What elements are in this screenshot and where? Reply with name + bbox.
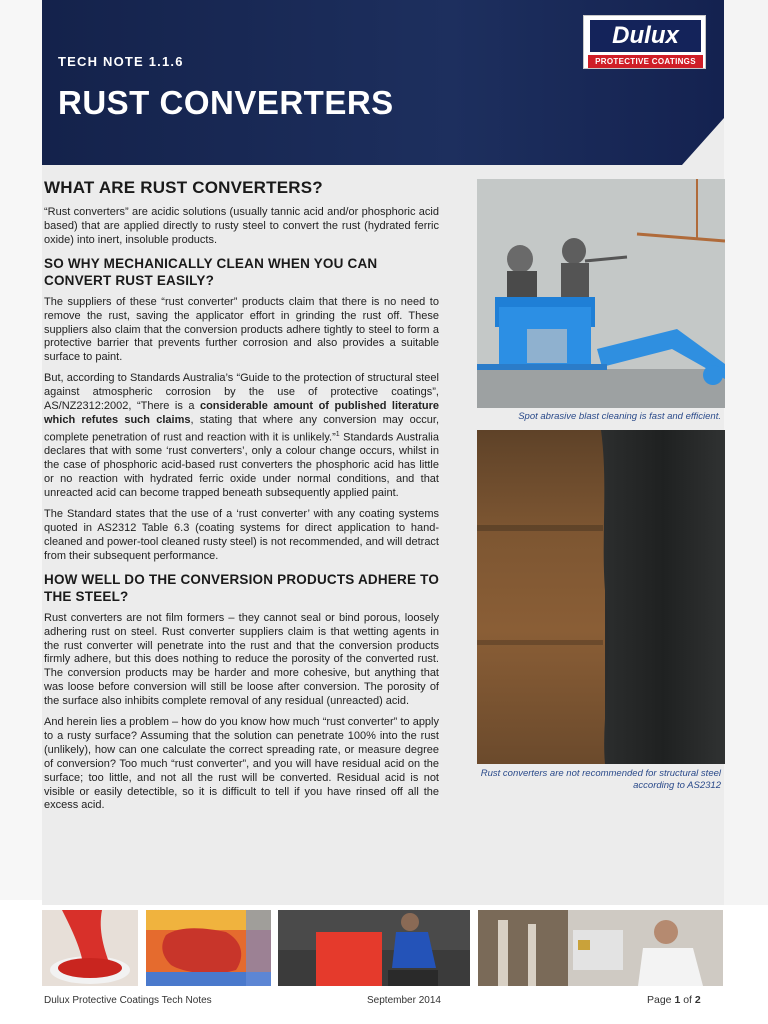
strip-image-australia-map: [146, 910, 271, 986]
paragraph-standard-states: The Standard states that the use of a ‘rust converter’ with any coating systems quoted in AS2312 Table 6.3 (coating systems for direct application to hand-cleaned and power-tool cleaned rusty steel) is not recommended, and will detract from their subsequent performance.: [44, 508, 439, 562]
footnote-marker: 1: [335, 430, 340, 438]
paragraph-standards-australia: [44, 372, 439, 501]
left-margin: [0, 0, 42, 900]
paragraph-herein-lies-problem: And herein lies a problem – how do you know how much “rust converter” to apply to a rusty surface? Assuming that the solution can penetrate 100% into the rust (unlikely), how can one calculate the correct spreading rate, or measure degree of conversion? Too much “rust converter”, and you will have residual acid on the surface; too little, and not all the rust will be converted. Residual acid is not visible or easily detectible, so it is difficult to tell if you have rinsed off all the excess acid.: [44, 716, 439, 812]
paragraph-intro: “Rust converters” are acidic solutions (usually tannic acid and/or phosphoric acid based) that are applied directly to rusty steel to convert the rust (hydrated ferric oxide) into inert, insoluble products.: [44, 206, 439, 246]
heading-why-mechanically-clean: SO WHY MECHANICALLY CLEAN WHEN YOU CAN CONVERT RUST EASILY?: [44, 255, 378, 288]
photo-rusted-steel: [477, 430, 725, 764]
logo-subtitle: PROTECTIVE COATINGS: [588, 55, 703, 68]
page-current: 1: [674, 994, 681, 1006]
footer-date: September 2014: [367, 995, 441, 1006]
blast-cleaning-illustration: [477, 179, 725, 408]
paragraph-supplier-claims: The suppliers of these “rust converter” products claim that there is no need to remove the rust, saving the applicator effort in grinding the rust off. These suppliers also claim that the conversion products adhere tightly to steel to form a protective barrier that prevents further corrosion and also provides a suitable surface to paint.: [44, 295, 439, 364]
footer-publication: Dulux Protective Coatings Tech Notes: [44, 995, 212, 1006]
photo-blast-cleaning: [477, 179, 725, 408]
emphasis-text: considerable amount of published literature which refutes such claims: [44, 400, 439, 426]
heading-how-well-adhere: HOW WELL DO THE CONVERSION PRODUCTS ADHERE TO THE STEEL?: [44, 571, 440, 604]
panel-testing-illustration: [278, 910, 470, 986]
heading-what-are-rust-converters: WHAT ARE RUST CONVERTERS?: [44, 178, 323, 197]
page-separator: of: [680, 994, 695, 1006]
page-total: 2: [694, 994, 701, 1006]
australia-map-illustration: [146, 910, 271, 986]
strip-image-laboratory: [478, 910, 723, 986]
caption-rusted-steel: Rust converters are not recommended for structural steel according to AS2312: [480, 768, 721, 791]
paragraph-text: Standards Australia declares that with some ‘rust converters’, only a colour change occurs, whilst in the case of phosphoric acid-based rust converters the phosphoric acid has little or no reaction with hydrated ferric oxide under normal conditions, and that unreacted acid can become trapped beneath subsequently applied paint.: [44, 431, 439, 500]
footer-page-number: [647, 994, 701, 1006]
strip-image-panel-testing: [278, 910, 470, 986]
paragraph-text: , stating that where any conversion may occur, complete penetration of rust and reaction with it is unlikely.”: [44, 413, 440, 444]
page-title: RUST CONVERTERS: [58, 84, 394, 121]
main-text-column: [44, 178, 439, 820]
paragraph-not-film-formers: Rust converters are not film formers – they cannot seal or bind porous, loosely adhering rust on steel. Rust converter suppliers claim is that wetting agents in the rust converter will penetrate into the rust and that the conversion products firmly adhere, but this does nothing to reduce the porosity of the converted rust. The conversion products may be harder and more cohesive, but anything that was loose before conversion will still be loose after conversion. The porosity of the surface also inhibits complete removal of any residual (unreacted) acid.: [44, 611, 439, 708]
rusted-steel-illustration: [477, 430, 725, 764]
caption-blast-cleaning: Spot abrasive blast cleaning is fast and efficient.: [518, 411, 721, 422]
dulux-logo: [583, 15, 706, 69]
laboratory-illustration: [478, 910, 723, 986]
right-margin: [724, 0, 768, 905]
paint-tin-illustration: [42, 910, 138, 986]
paragraph-text: But, according to Standards Australia’s “Guide to the protection of structural steel against atmospheric corrosion by the use of protective coatings”, AS/NZ2312:2002, “There is a: [44, 372, 439, 413]
strip-image-paint-tin: [42, 910, 138, 986]
tech-note-label: TECH NOTE 1.1.6: [58, 54, 184, 69]
page-prefix: Page: [647, 994, 675, 1006]
logo-wordmark: Dulux: [590, 20, 701, 52]
